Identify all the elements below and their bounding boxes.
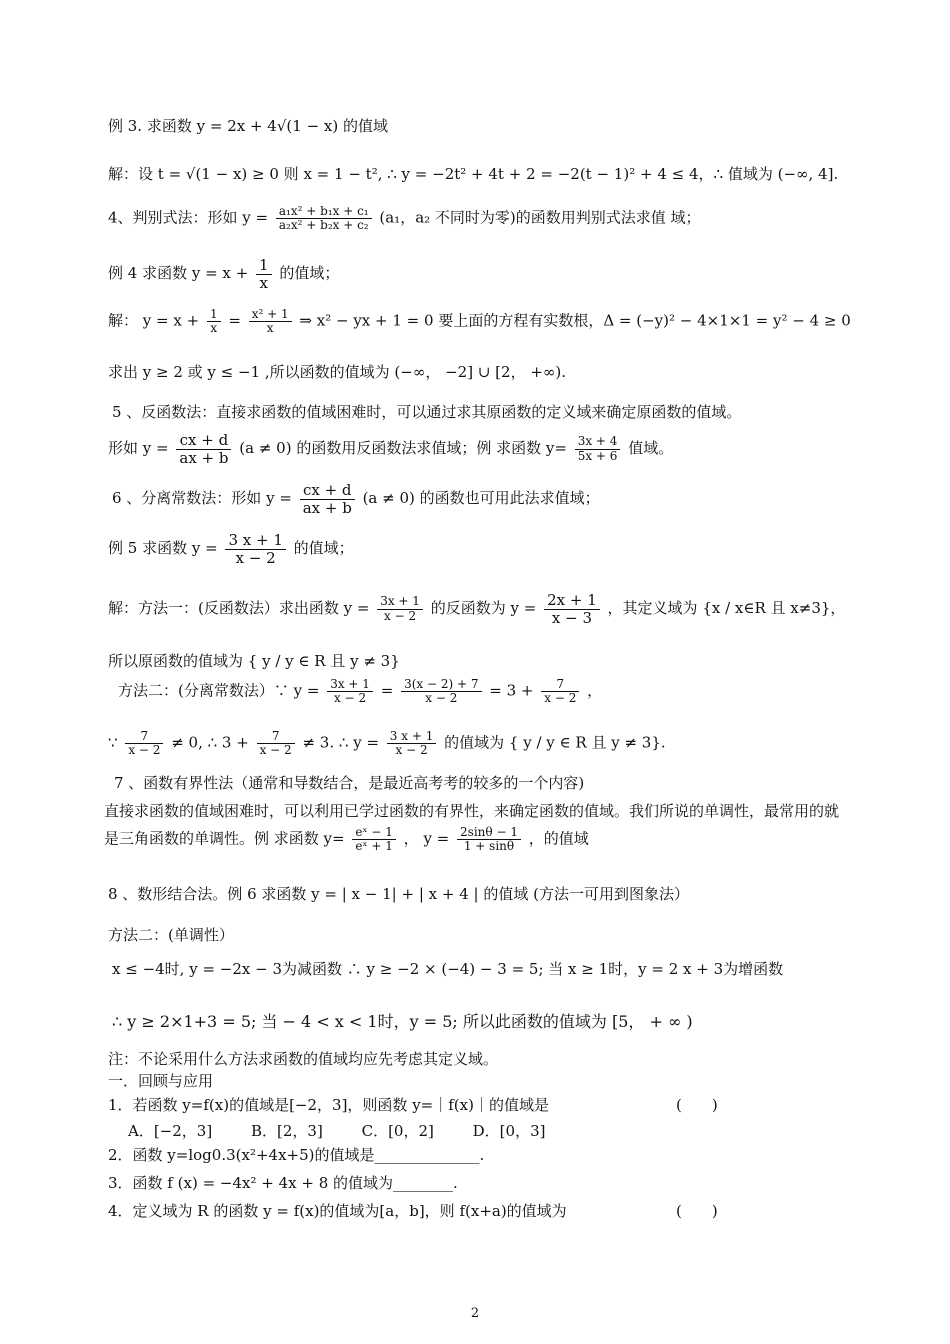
solution-5-fraction-2-den: x − 3 [551,608,592,627]
example-5-fraction [225,532,285,566]
method-2-fraction-3-den: x − 2 [544,691,577,706]
method-5-form-prefix: 形如 y = [108,439,169,457]
solution-5-range: 所以原函数的值域为 { y / y ∈ R 且 y ≠ 3} [108,652,400,670]
method-7-desc: 直接求函数的值域困难时，可以利用已学过函数的有界性，来确定函数的值域。我们所说的单调性，最常用的就 [104,802,840,820]
solution-5-fraction-1-num: 3x + 1 [377,595,423,609]
method-4 [108,205,701,232]
method-7-example-suffix: ，的值域 [528,829,589,848]
method-2-line-2-a: ∵ [108,733,118,752]
solution-4-fraction-a [207,308,221,335]
method-2-equals: = [380,681,394,700]
solution-5-part-a: 解：方法一：(反函数法）求出函数 y = [108,599,370,617]
method-2-line-2-fraction-1 [125,730,163,757]
question-3: 3．函数 f (x) = −4x² + 4x + 8 的值域为________. [108,1174,458,1192]
method-6 [112,482,600,516]
solution-4-fraction-a-num: 1 [207,308,221,322]
example-4-numerator: 1 [256,257,272,275]
method-5-fraction-num: cx + d [176,432,231,450]
solution-4-prefix: 解： y = x + [108,311,200,330]
solution-4 [108,308,851,335]
example-5-suffix: 的值域； [293,539,354,557]
method-5-example-fraction [575,435,621,462]
method-2-part-a: 方法二：(分离常数法）∵ y = [118,681,320,700]
solution-4-fraction-b [249,308,292,335]
solution-5-fraction-2-num: 2x + 1 [544,592,600,610]
method-2-line-2 [108,730,666,757]
method-7-example-fraction-1-den: eˣ + 1 [355,839,393,854]
solution-4-suffix: ⇒ x² − yx + 1 = 0 要上面的方程有实数根，Δ = (−y)² − 4×1×1 = y² − 4 ≥ 0 [299,311,851,330]
method-6-fraction-den: ax + b [302,498,352,517]
method-2-line-2-fraction-2 [257,730,295,757]
method-6-prefix: 6 、分离常数法：形如 y = [112,489,292,507]
method-2-fraction-2-den: x − 2 [425,691,458,706]
method-5: 5 、反函数法：直接求函数的值域困难时，可以通过求其原函数的定义域来确定原函数的值域。 [112,403,742,421]
method-2-fraction-1-num: 3x + 1 [327,678,373,692]
method-5-form-suffix: 值域。 [628,439,674,457]
method-6-fraction [300,482,355,516]
method-6-suffix: (a ≠ 0) 的函数也可用此法求值域； [362,489,600,507]
method-8-step-2: ∴ y ≥ 2×1+3 = 5; 当 − 4 < x < 1时，y = 5; 所以此函数的值域为 [5， + ∞ ) [112,1012,693,1031]
section-heading: 一．回顾与应用 [108,1072,214,1090]
option-d: D．[0，3] [472,1122,546,1140]
solution-5-fraction-2 [544,592,600,626]
method-2-fraction-2-num: 3(x − 2) + 7 [401,678,481,692]
method-7-example-fraction-1 [352,826,396,853]
method-2-line-2-c: ≠ 3. ∴ y = [302,733,380,752]
example-4-fraction [256,257,272,291]
example-5-fraction-den: x − 2 [235,548,276,567]
solution-3: 解：设 t = √(1 − x) ≥ 0 则 x = 1 − t², ∴ y = −2t² + 4t + 2 = −2(t − 1)² + 4 ≤ 4，∴ 值域为 (−∞, 4]. [108,165,839,183]
question-4-answer-paren: ( ) [676,1202,718,1220]
method-7-example-fraction-2-den: 1 + sinθ [463,839,515,854]
method-5-form-middle: (a ≠ 0) 的函数用反函数法求值域；例 求函数 y= [239,439,567,457]
method-2-line-2-fraction-1-num: 7 [125,730,163,744]
method-2-fraction-1-den: x − 2 [334,691,367,706]
method-5-fraction-den: ax + b [179,448,229,467]
method-6-fraction-num: cx + d [300,482,355,500]
question-1-options [128,1122,579,1140]
method-4-prefix: 4、判别式法：形如 y = [108,208,269,227]
solution-4-fraction-b-den: x [266,321,274,336]
method-4-fraction [276,205,372,232]
method-2-line-2-fraction-1-den: x − 2 [128,743,161,758]
method-7-example [104,826,589,853]
method-8-step-1: x ≤ −4时, y = −2x − 3为减函数 ∴ y ≥ −2 × (−4) − 3 = 5; 当 x ≥ 1时，y = 2 x + 3为增函数 [112,960,784,978]
method-2-line-2-fraction-2-num: 7 [257,730,295,744]
method-2-part-c: ， [587,681,603,700]
method-2-line-2-fraction-3-den: x − 2 [395,743,428,758]
method-5-form [108,432,673,466]
option-c: C．[0，2] [361,1122,434,1140]
example-3: 例 3. 求函数 y = 2x + 4√(1 − x) 的值域 [108,117,388,135]
note: 注：不论采用什么方法求函数的值域均应先考虑其定义域。 [108,1050,499,1068]
method-2-part-b: = 3 + [489,681,534,700]
method-2-fraction-2 [401,678,481,705]
method-7-example-prefix: 是三角函数的单调性。例 求函数 y= [104,829,345,848]
solution-4-fraction-a-den: x [210,321,218,336]
method-5-fraction [176,432,231,466]
question-1: 1．若函数 y=f(x)的值域是[−2，3]，则函数 y=｜f(x)｜的值域是 [108,1096,549,1114]
method-5-example-num: 3x + 4 [575,435,621,449]
method-2-line-1 [118,678,602,705]
question-4: 4．定义域为 R 的函数 y = f(x)的值域为[a，b]，则 f(x+a)的值域为 [108,1202,567,1220]
method-5-example-den: 5x + 6 [577,448,618,463]
solution-5-method-1 [108,592,845,626]
method-7-example-fraction-2 [457,826,521,853]
method-2-line-2-fraction-3 [387,730,437,757]
method-2-line-2-d: 的值域为 { y / y ∈ R 且 y ≠ 3}. [444,733,666,752]
method-8: 8 、数形结合法。例 6 求函数 y = | x − 1| + | x + 4 | 的值域 (方法一可用到图象法） [108,885,689,903]
page-number: 2 [470,1306,480,1321]
method-2-line-2-b: ≠ 0, ∴ 3 + [171,733,249,752]
option-a: A．[−2，3] [128,1122,213,1140]
example-4-suffix: 的值域； [279,264,340,282]
solution-4-equals: = [228,311,241,330]
method-8-subtitle: 方法二：(单调性） [108,926,234,944]
example-4-denominator: x [259,273,269,292]
method-7-example-middle: ， y = [403,829,450,848]
method-2-line-2-fraction-2-den: x − 2 [259,743,292,758]
example-5-fraction-num: 3 x + 1 [225,532,285,550]
method-2-fraction-3-num: 7 [541,678,579,692]
method-2-fraction-1 [327,678,373,705]
method-4-suffix: (a₁，a₂ 不同时为零)的函数用判别式法求值 域； [379,208,701,227]
question-2: 2．函数 y=log0.3(x²+4x+5)的值域是______________. [108,1146,485,1164]
solution-5-fraction-1 [377,595,423,622]
method-7-example-fraction-2-num: 2sinθ − 1 [457,826,521,840]
example-4-prefix: 例 4 求函数 y = x + [108,264,249,282]
example-4 [108,257,339,291]
example-5 [108,532,354,566]
solution-5-fraction-1-den: x − 2 [384,608,417,623]
solution-5-part-b: 的反函数为 y = [430,599,537,617]
method-7-example-fraction-1-num: eˣ − 1 [352,826,396,840]
method-2-line-2-fraction-3-num: 3 x + 1 [387,730,437,744]
method-4-denominator: a₂x² + b₂x + c₂ [278,218,369,233]
method-4-numerator: a₁x² + b₁x + c₁ [276,205,372,219]
solution-5-part-c: ，其定义域为 {x / x∈R 且 x≠3}， [607,599,846,617]
option-b: B．[2，3] [250,1122,323,1140]
method-7: 7 、函数有界性法（通常和导数结合，是最近高考考的较多的一个内容) [114,774,585,792]
question-1-answer-paren: ( ) [676,1096,718,1114]
solution-4-result: 求出 y ≥ 2 或 y ≤ −1 ,所以函数的值域为 (−∞， −2] ∪ [2， +∞). [108,363,567,381]
method-2-fraction-3 [541,678,579,705]
example-5-prefix: 例 5 求函数 y = [108,539,218,557]
solution-4-fraction-b-num: x² + 1 [249,308,292,322]
